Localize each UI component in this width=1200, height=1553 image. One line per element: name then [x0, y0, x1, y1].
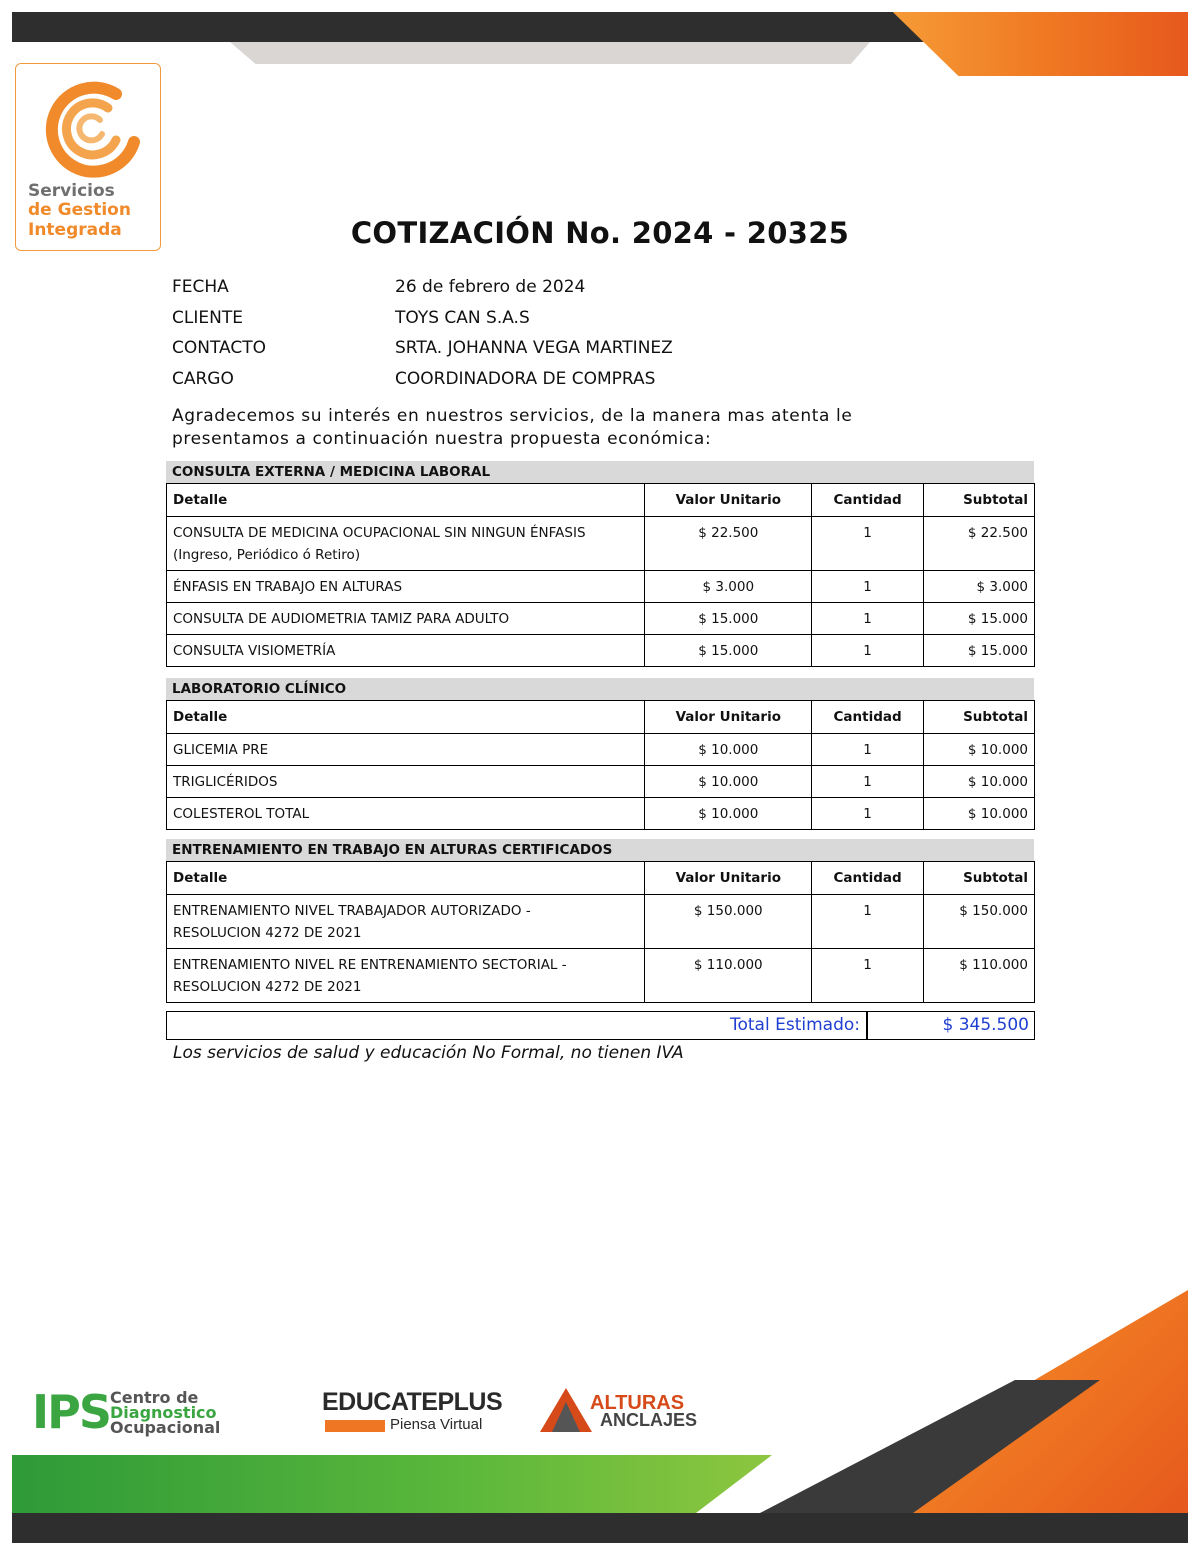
total-divider	[866, 1011, 868, 1040]
table-row	[167, 517, 1035, 571]
row-unit: $ 10.000	[645, 734, 812, 766]
info-value-cargo: COORDINADORA DE COMPRAS	[395, 369, 656, 389]
col-subtotal: Subtotal	[923, 862, 1034, 895]
row-subtotal: $ 150.000	[923, 895, 1034, 949]
row-subtotal: $ 10.000	[923, 734, 1034, 766]
educateplus-logo: EDUCATEPLUS	[322, 1388, 503, 1416]
col-cantidad: Cantidad	[812, 484, 923, 517]
row-detail: CONSULTA VISIOMETRÍA	[167, 635, 645, 667]
row-unit: $ 150.000	[645, 895, 812, 949]
col-valor-unitario: Valor Unitario	[645, 701, 812, 734]
quote-title: COTIZACIÓN No. 2024 - 20325	[350, 216, 850, 250]
section-header-consulta: CONSULTA EXTERNA / MEDICINA LABORAL	[166, 461, 1034, 483]
alturas-logo-line1: ALTURAS	[590, 1392, 685, 1414]
row-qty: 1	[812, 571, 923, 603]
row-subtotal: $ 10.000	[923, 766, 1034, 798]
row-qty: 1	[812, 895, 923, 949]
col-detalle: Detalle	[167, 862, 645, 895]
row-unit: $ 15.000	[645, 635, 812, 667]
alturas-logo-line2: ANCLAJES	[600, 1410, 698, 1430]
ips-logo-mark: IPS	[32, 1385, 110, 1439]
row-qty: 1	[812, 734, 923, 766]
row-qty: 1	[812, 635, 923, 667]
table-row	[167, 949, 1035, 1003]
row-detail: ENTRENAMIENTO NIVEL TRABAJADOR AUTORIZADO -	[173, 903, 531, 919]
table-row	[167, 603, 1035, 635]
col-cantidad: Cantidad	[812, 701, 923, 734]
row-subtotal: $ 3.000	[923, 571, 1034, 603]
row-subtotal: $ 15.000	[923, 603, 1034, 635]
table-row	[167, 766, 1035, 798]
ips-logo-line2: Diagnostico	[110, 1403, 217, 1422]
row-unit: $ 22.500	[645, 517, 812, 571]
educateplus-tagline: Piensa Virtual	[390, 1416, 483, 1433]
table-row	[167, 635, 1035, 667]
ips-logo-line3: Ocupacional	[110, 1418, 221, 1437]
col-valor-unitario: Valor Unitario	[645, 484, 812, 517]
table-entrenamiento	[166, 861, 1035, 1003]
row-detail: COLESTEROL TOTAL	[167, 798, 645, 830]
logo-text-line2: de Gestion	[28, 200, 131, 220]
table-row	[167, 571, 1035, 603]
row-subtotal: $ 22.500	[923, 517, 1034, 571]
footer-dark-band	[12, 1513, 1188, 1543]
row-qty: 1	[812, 603, 923, 635]
row-subtotal: $ 15.000	[923, 635, 1034, 667]
table-consulta	[166, 483, 1035, 667]
table-laboratorio	[166, 700, 1035, 830]
row-subtotal: $ 110.000	[923, 949, 1034, 1003]
section-header-laboratorio: LABORATORIO CLÍNICO	[166, 678, 1034, 700]
col-subtotal: Subtotal	[923, 484, 1034, 517]
col-detalle: Detalle	[167, 701, 645, 734]
intro-paragraph: Agradecemos su interés en nuestros servicios, de la manera mas atenta le presentamos a continuación nuestra propuesta económica:	[172, 406, 853, 449]
total-label: Total Estimado:	[730, 1015, 860, 1035]
header-orange-band	[860, 12, 1188, 76]
row-unit: $ 10.000	[645, 798, 812, 830]
table-header-row	[167, 701, 1035, 734]
row-detail: GLICEMIA PRE	[167, 734, 645, 766]
educateplus-bar	[325, 1420, 385, 1432]
col-detalle: Detalle	[167, 484, 645, 517]
info-label-cliente: CLIENTE	[172, 308, 243, 328]
alturas-mountain-icon	[538, 1386, 594, 1436]
row-detail: ENTRENAMIENTO NIVEL RE ENTRENAMIENTO SECTORIAL -	[173, 957, 567, 973]
col-valor-unitario: Valor Unitario	[645, 862, 812, 895]
row-detail: CONSULTA DE AUDIOMETRIA TAMIZ PARA ADULTO	[167, 603, 645, 635]
row-detail: CONSULTA DE MEDICINA OCUPACIONAL SIN NINGUN ÉNFASIS	[173, 525, 586, 541]
table-header-row	[167, 484, 1035, 517]
row-detail-line2: RESOLUCION 4272 DE 2021	[173, 979, 362, 995]
iva-note: Los servicios de salud y educación No Formal, no tienen IVA	[173, 1043, 684, 1063]
ips-logo-line1: Centro de	[110, 1388, 199, 1407]
row-detail: TRIGLICÉRIDOS	[167, 766, 645, 798]
swirl-logo-icon	[16, 64, 162, 184]
row-unit: $ 10.000	[645, 766, 812, 798]
total-value: $ 345.500	[942, 1015, 1029, 1035]
row-detail: ÉNFASIS EN TRABAJO EN ALTURAS	[167, 571, 645, 603]
table-row	[167, 734, 1035, 766]
header-gray-band	[230, 42, 870, 64]
row-qty: 1	[812, 798, 923, 830]
info-label-fecha: FECHA	[172, 277, 229, 297]
col-subtotal: Subtotal	[923, 701, 1034, 734]
logo-text-line1: Servicios	[28, 181, 115, 201]
info-label-contacto: CONTACTO	[172, 338, 266, 358]
info-label-cargo: CARGO	[172, 369, 234, 389]
row-subtotal: $ 10.000	[923, 798, 1034, 830]
row-detail-line2: (Ingreso, Periódico ó Retiro)	[173, 547, 361, 563]
info-value-contacto: SRTA. JOHANNA VEGA MARTINEZ	[395, 338, 673, 358]
col-cantidad: Cantidad	[812, 862, 923, 895]
table-row	[167, 895, 1035, 949]
row-qty: 1	[812, 517, 923, 571]
row-unit: $ 110.000	[645, 949, 812, 1003]
info-value-cliente: TOYS CAN S.A.S	[395, 308, 530, 328]
row-qty: 1	[812, 766, 923, 798]
logo-text-line3: Integrada	[28, 220, 122, 240]
row-unit: $ 15.000	[645, 603, 812, 635]
footer-green-band	[12, 1455, 772, 1513]
table-row	[167, 798, 1035, 830]
row-qty: 1	[812, 949, 923, 1003]
table-header-row	[167, 862, 1035, 895]
row-detail-line2: RESOLUCION 4272 DE 2021	[173, 925, 362, 941]
section-header-entrenamiento: ENTRENAMIENTO EN TRABAJO EN ALTURAS CERTIFICADOS	[166, 839, 1034, 861]
row-unit: $ 3.000	[645, 571, 812, 603]
info-value-fecha: 26 de febrero de 2024	[395, 277, 586, 297]
